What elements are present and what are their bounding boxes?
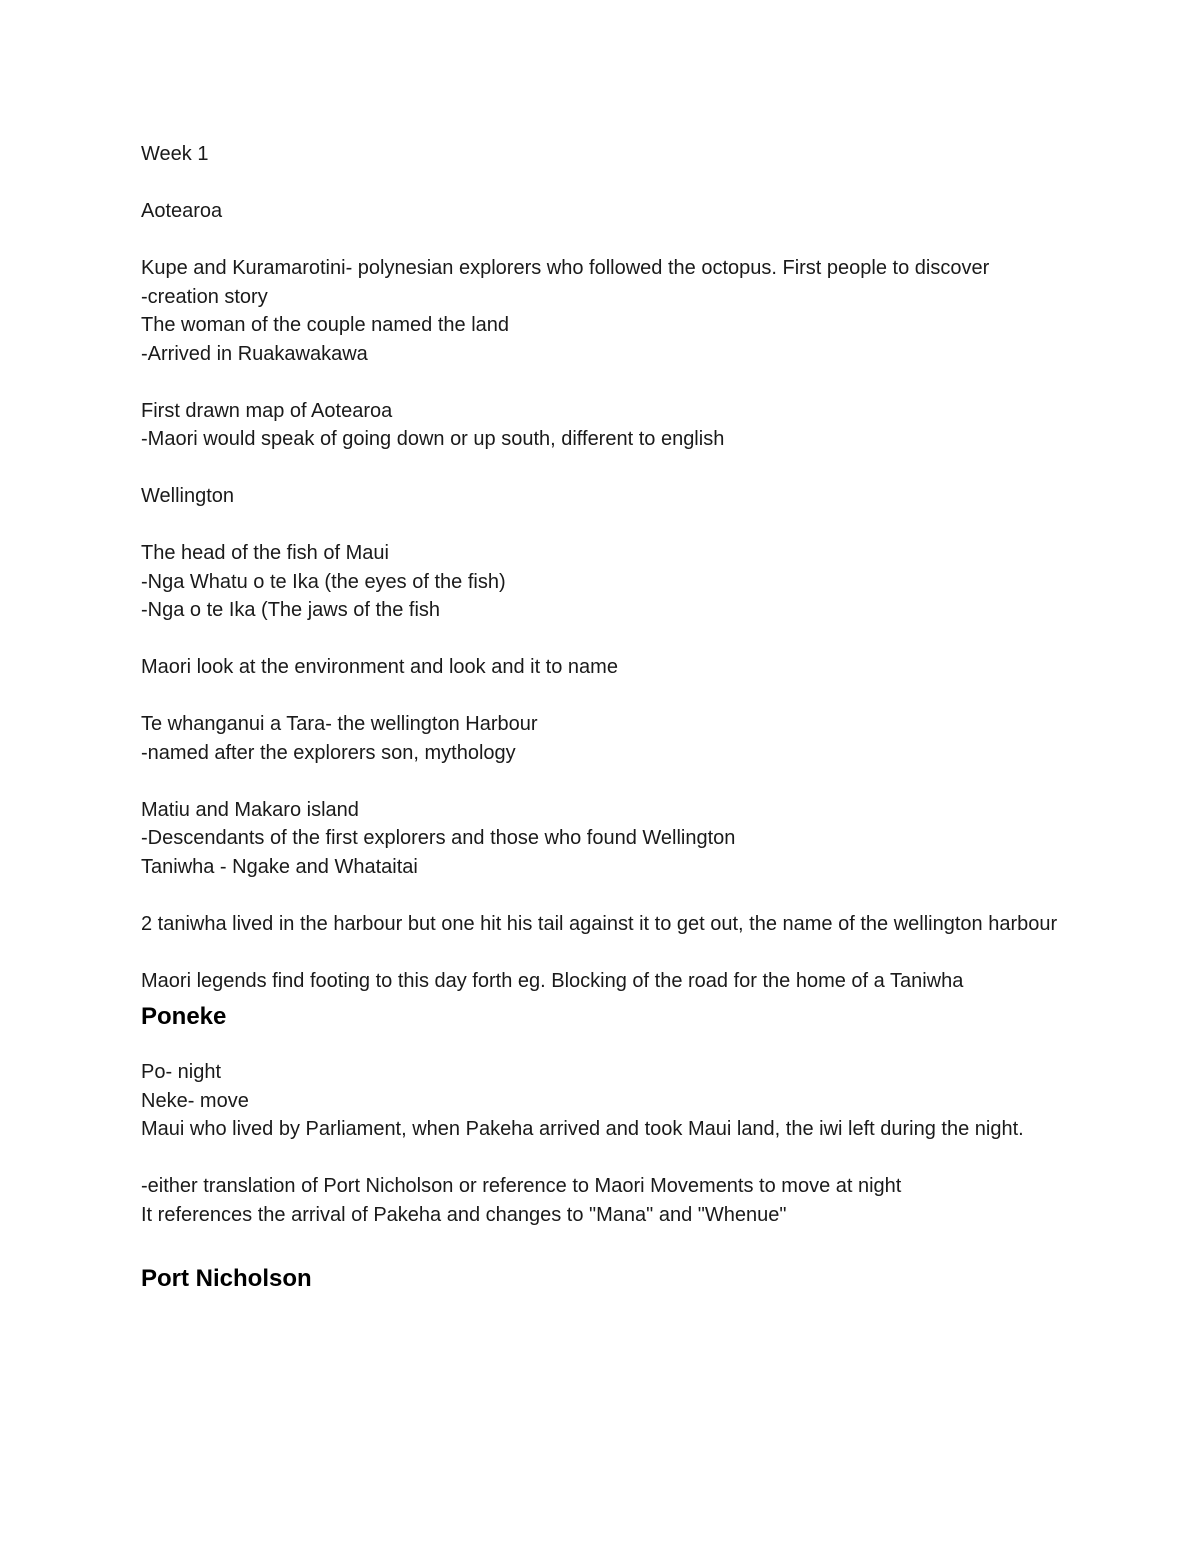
text-line: It references the arrival of Pakeha and changes to "Mana" and "Whenue" (141, 1203, 787, 1226)
spacer (141, 682, 1081, 711)
text-line: -Maori would speak of going down or up south, different to english (141, 428, 725, 450)
text-line: Matiu and Makaro island (141, 798, 359, 821)
aotearoa-title: Aotearoa (141, 200, 223, 222)
text-line: -creation story (141, 285, 268, 308)
text-line: Po- night (141, 1061, 222, 1083)
text-line: Maori look at the environment and look and it to name (141, 656, 618, 678)
text-line: Maori legends find footing to this day forth eg. Blocking of the road for the home of a Taniwha (141, 969, 964, 992)
spacer (141, 938, 1081, 967)
document-page (141, 140, 1081, 1295)
spacer (141, 881, 1081, 910)
text-line: First drawn map of Aotearoa (141, 399, 393, 422)
spacer (141, 1144, 1081, 1173)
poneke-heading: Poneke (141, 1003, 227, 1030)
text-line: The woman of the couple named the land (141, 314, 510, 336)
text-line: -named after the explorers son, mythology (141, 741, 516, 764)
spacer (141, 767, 1081, 796)
port-nicholson-heading: Port Nicholson (141, 1265, 312, 1292)
spacer (141, 169, 1081, 198)
text-line: Te whanganui a Tara- the wellington Harbour (141, 713, 538, 735)
text-line: Maui who lived by Parliament, when Pakeha arrived and took Maui land, the iwi left during the night. (141, 1118, 1024, 1140)
text-line: The head of the fish of Maui (141, 542, 389, 564)
spacer (141, 625, 1081, 654)
text-line: 2 taniwha lived in the harbour but one hit his tail against it to get out, the name of the wellington harbour (141, 912, 1058, 935)
wellington-title: Wellington (141, 485, 235, 507)
text-line: Taniwha - Ngake and Whataitai (141, 855, 418, 878)
text-line: Kupe and Kuramarotini- polynesian explorers who followed the octopus. First people to discover (141, 257, 990, 279)
spacer (141, 368, 1081, 397)
spacer (141, 454, 1081, 483)
spacer (141, 511, 1081, 540)
text-line: -Nga o te Ika (The jaws of the fish (141, 599, 441, 621)
text-line: -Arrived in Ruakawakawa (141, 342, 368, 365)
text-line: -Descendants of the first explorers and those who found Wellington (141, 827, 736, 849)
text-line: -Nga Whatu o te Ika (the eyes of the fish) (141, 570, 506, 593)
spacer (141, 226, 1081, 255)
text-line: Neke- move (141, 1089, 249, 1112)
text-line: -either translation of Port Nicholson or reference to Maori Movements to move at night (141, 1175, 902, 1197)
week-label: Week 1 (141, 143, 209, 165)
